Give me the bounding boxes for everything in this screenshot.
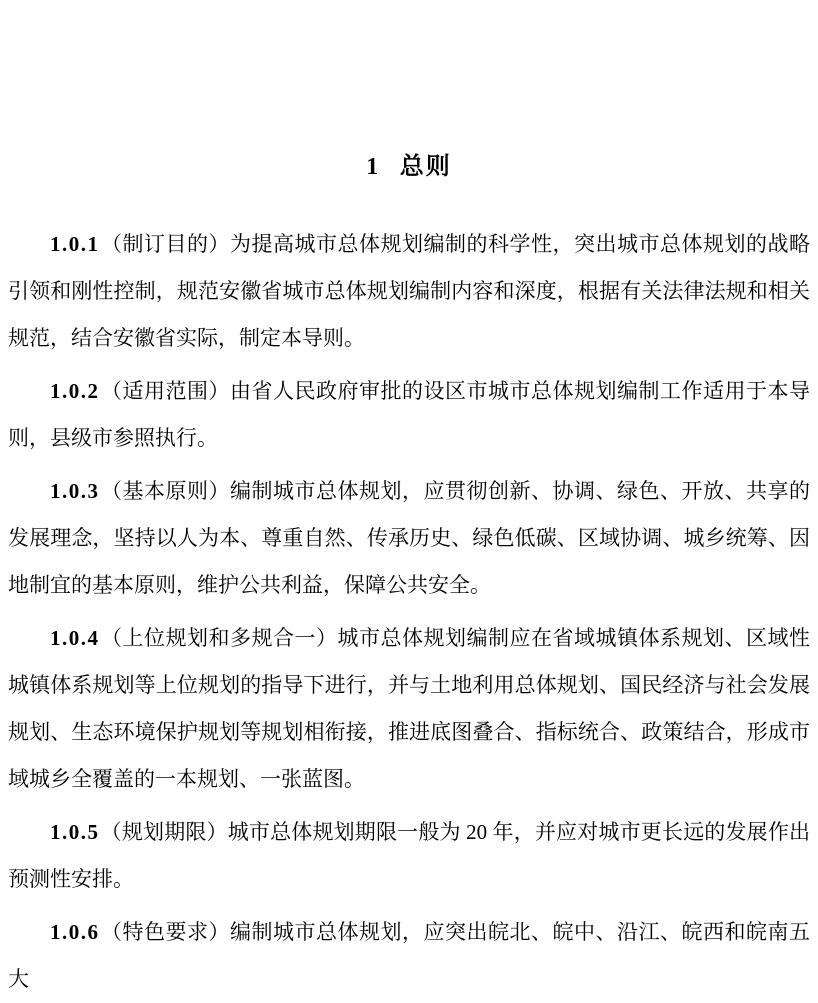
chapter-title <box>8 150 810 184</box>
chapter-number: 1 <box>366 154 379 180</box>
clause-text: （规划期限）城市总体规划期限一般为 20 年，并应对城市更长远的发展作出预测性安排。 <box>8 820 810 891</box>
clause-1-0-2 <box>8 368 810 462</box>
chapter-title-text: 总则 <box>399 154 452 180</box>
clause-number: 1.0.1 <box>50 232 100 256</box>
clause-number: 1.0.5 <box>50 820 100 844</box>
clause-number: 1.0.3 <box>50 479 100 503</box>
clause-number: 1.0.4 <box>50 626 100 650</box>
clause-number: 1.0.6 <box>50 920 100 944</box>
clause-1-0-1 <box>8 221 810 362</box>
clause-text: （适用范围）由省人民政府审批的设区市城市总体规划编制工作适用于本导则，县级市参照执行。 <box>8 379 810 450</box>
clause-text: （基本原则）编制城市总体规划，应贯彻创新、协调、绿色、开放、共享的发展理念，坚持以人为本、尊重自然、传承历史、绿色低碳、区域协调、城乡统筹、因地制宜的基本原则，维护公共利益，保障公共安全。 <box>8 479 810 597</box>
clause-text: （上位规划和多规合一）城市总体规划编制应在省域城镇体系规划、区域性城镇体系规划等上位规划的指导下进行，并与土地利用总体规划、国民经济与社会发展规划、生态环境保护规划等规划相衔接，推进底图叠合、指标统合、政策结合，形成市域城乡全覆盖的一本规划、一张蓝图。 <box>8 626 810 791</box>
clause-number: 1.0.2 <box>50 379 100 403</box>
clause-text: （制订目的）为提高城市总体规划编制的科学性，突出城市总体规划的战略引领和刚性控制，规范安徽省城市总体规划编制内容和深度，根据有关法律法规和相关规范，结合安徽省实际，制定本导则。 <box>8 232 810 350</box>
clause-text: （特色要求）编制城市总体规划，应突出皖北、皖中、沿江、皖西和皖南五大 <box>8 920 810 991</box>
clause-1-0-5 <box>8 809 810 903</box>
clause-1-0-6 <box>8 909 810 1003</box>
clause-1-0-4 <box>8 615 810 803</box>
clause-1-0-3 <box>8 468 810 609</box>
